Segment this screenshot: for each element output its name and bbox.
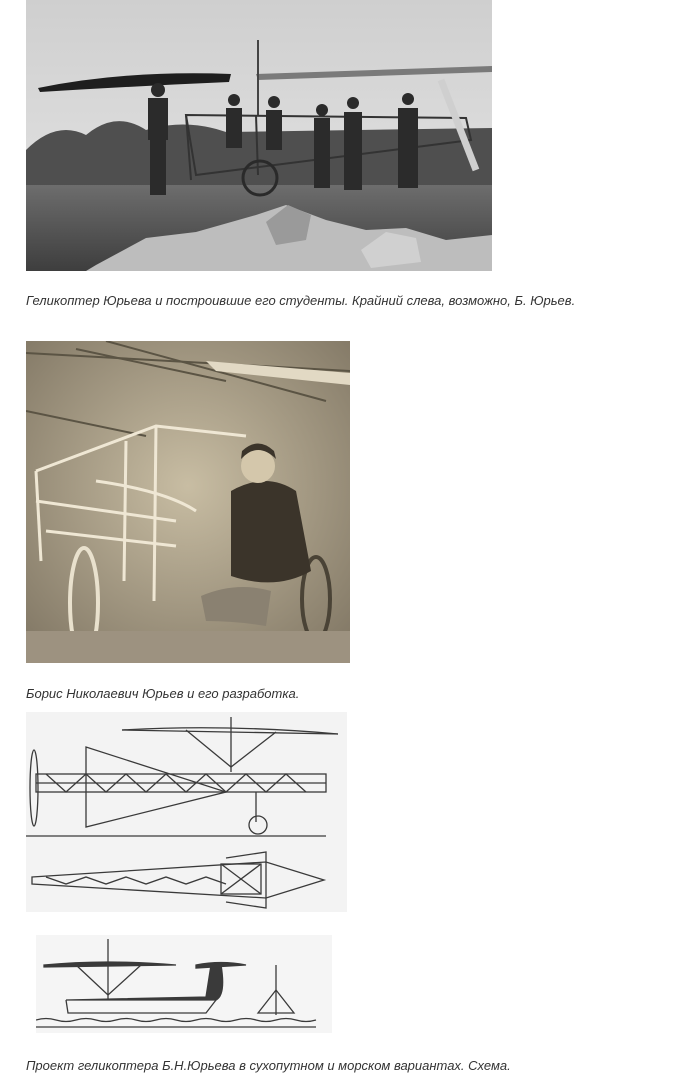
caption-photo-helicopter-students: Геликоптер Юрьева и построившие его студенты. Крайний слева, возможно, Б. Юрьев. [26, 293, 576, 308]
drawing-land-variant [26, 712, 347, 912]
drawing-sea-variant [36, 935, 332, 1033]
caption-photo-yuriev: Борис Николаевич Юрьев и его разработка. [26, 686, 300, 701]
photo-helicopter-students-image [26, 0, 492, 271]
caption-scheme: Проект геликоптера Б.Н.Юрьева в сухопутном и морском вариантах. Схема. [26, 1058, 511, 1073]
photo-yuriev-portrait-image [26, 341, 350, 663]
photo-yuriev-portrait [26, 341, 350, 663]
drawing-land-variant-image [26, 712, 347, 912]
photo-helicopter-students [26, 0, 492, 271]
drawing-sea-variant-image [36, 935, 332, 1033]
